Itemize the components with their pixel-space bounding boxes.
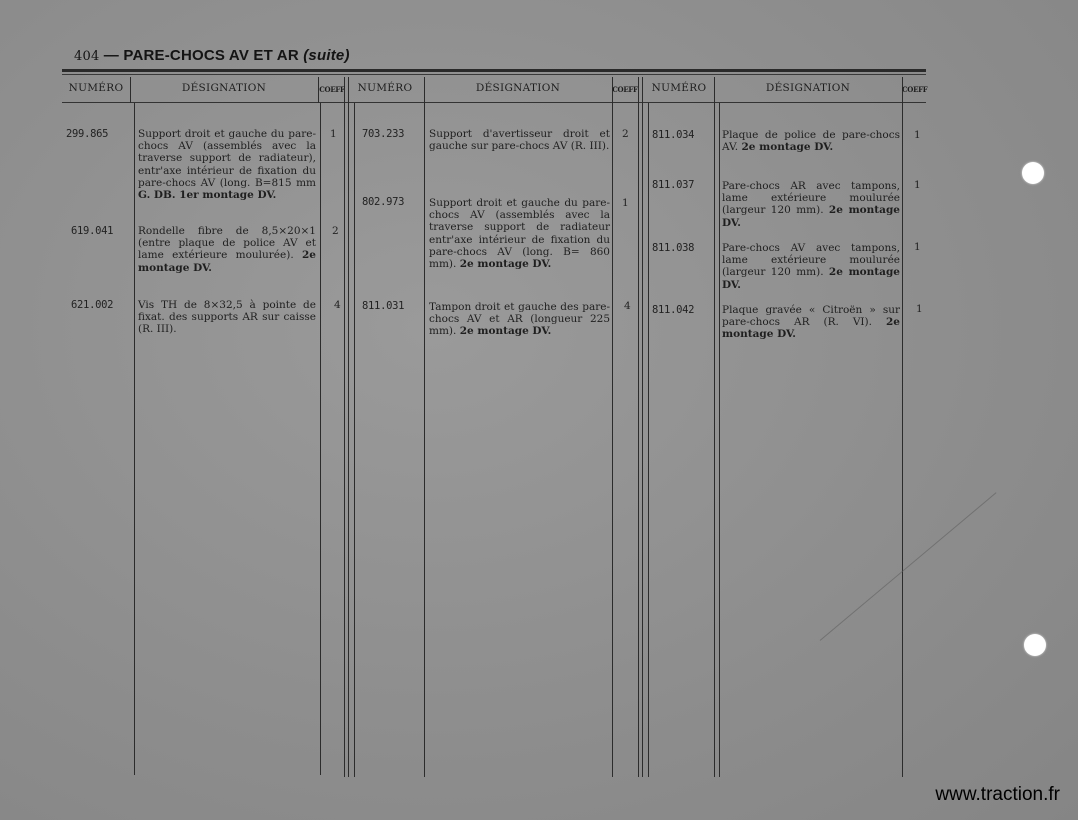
- part-designation: [138, 299, 316, 336]
- col-header-designation: DÉSIGNATION: [765, 82, 851, 94]
- header-rule-thick: [62, 69, 926, 72]
- designation-bold: 2e montage DV.: [722, 266, 900, 291]
- col-header-numero: NUMÉRO: [357, 82, 413, 94]
- page-title: [74, 47, 350, 64]
- col-header-coeff: COEFF: [319, 85, 345, 94]
- part-number: 811.038: [652, 242, 695, 254]
- designation-text: Pare-chocs AV avec tampons, lame extérieure moulurée (largeur 120 mm).: [722, 242, 900, 279]
- part-number: 621.002: [71, 299, 114, 311]
- designation-text: Support droit et gauche du pare-chocs AV (assemblés avec la traverse support de radiateur entr'axe intérieur de fixation du pare-chocs AV (long. B= 860 mm).: [429, 197, 610, 271]
- designation-text: Pare-chocs AR avec tampons, lame extérieure moulurée (largeur 120 mm).: [722, 180, 900, 217]
- part-designation: [722, 242, 900, 291]
- column-header-rule: [62, 102, 926, 103]
- column-divider: [134, 103, 135, 775]
- title-text: PARE-CHOCS AV ET AR: [123, 47, 299, 64]
- column-divider: [714, 77, 715, 777]
- col-header-coeff: COEFF: [902, 85, 928, 94]
- column-divider: [344, 77, 345, 777]
- col-header-designation: DÉSIGNATION: [181, 82, 267, 94]
- designation-bold: 2e montage DV.: [138, 249, 316, 274]
- designation-text: Plaque gravée « Citroën » sur pare-chocs AR (R. VI).: [722, 304, 900, 329]
- col-header-numero: NUMÉRO: [651, 82, 707, 94]
- part-coeff: 2: [332, 225, 339, 237]
- column-divider: [130, 77, 131, 103]
- part-coeff: 1: [916, 303, 923, 315]
- part-number: 802.973: [362, 196, 405, 208]
- part-coeff: 1: [330, 128, 337, 140]
- part-coeff: 1: [622, 197, 629, 209]
- designation-text: Support d'avertisseur droit et gauche sur pare-chocs AV (R. III).: [429, 128, 610, 153]
- part-number: 299.865: [66, 128, 109, 140]
- part-coeff: 1: [914, 129, 921, 141]
- part-number: 811.034: [652, 129, 695, 141]
- designation-bold: G. DB. 1er montage DV.: [138, 189, 277, 202]
- column-divider: [612, 77, 613, 777]
- column-divider: [719, 103, 720, 777]
- designation-text: Vis TH de 8×32,5 à pointe de fixat. des supports AR sur caisse (R. III).: [138, 299, 316, 336]
- part-designation: [722, 129, 900, 153]
- punch-hole: [1022, 162, 1044, 184]
- column-divider: [424, 77, 425, 777]
- column-divider: [354, 103, 355, 777]
- part-designation: [722, 304, 900, 341]
- header-rule-thin: [62, 74, 926, 75]
- col-header-coeff: COEFF: [612, 85, 638, 94]
- column-divider: [902, 77, 903, 777]
- part-coeff: 1: [914, 241, 921, 253]
- column-divider: [320, 103, 321, 775]
- designation-bold: 2e montage DV.: [722, 204, 900, 229]
- column-divider: [348, 77, 349, 777]
- designation-bold: 2e montage DV.: [722, 316, 900, 341]
- designation-text: Support droit et gauche du pare-chocs AV (assemblés avec la traverse support de radiateur), entr'axe intérieur de fixation du pare-chocs AV (long. B=815 mm: [138, 128, 316, 189]
- part-designation: [429, 197, 610, 270]
- part-designation: [138, 128, 316, 201]
- part-number: 703.233: [362, 128, 405, 140]
- col-header-numero: NUMÉRO: [68, 82, 124, 94]
- column-divider: [638, 77, 639, 777]
- page-number: 404: [74, 49, 100, 64]
- part-designation: [138, 225, 316, 274]
- part-coeff: 1: [914, 179, 921, 191]
- part-designation: [722, 180, 900, 229]
- designation-bold: 2e montage DV.: [459, 258, 552, 271]
- watermark: www.traction.fr: [935, 784, 1060, 805]
- part-number: 811.031: [362, 300, 405, 312]
- designation-text: Tampon droit et gauche des pare-chocs AV et AR (longueur 225 mm).: [429, 301, 610, 338]
- part-designation: [429, 128, 610, 152]
- designation-bold: 2e montage DV.: [459, 325, 552, 338]
- column-divider: [648, 103, 649, 777]
- paper-crease: [820, 492, 997, 641]
- designation-text: Rondelle fibre de 8,5×20×1 (entre plaque de police AV et lame extérieure moulurée).: [138, 225, 316, 262]
- part-coeff: 4: [624, 300, 631, 312]
- part-number: 811.042: [652, 304, 695, 316]
- title-dash: —: [103, 47, 119, 64]
- col-header-designation: DÉSIGNATION: [475, 82, 561, 94]
- part-number: 811.037: [652, 179, 695, 191]
- part-designation: [429, 301, 610, 338]
- title-suite: (suite): [303, 47, 350, 64]
- part-number: 619.041: [71, 225, 114, 237]
- part-coeff: 4: [334, 299, 341, 311]
- designation-bold: 2e montage DV.: [741, 141, 834, 154]
- designation-text: Plaque de police de pare-chocs AV.: [722, 129, 900, 154]
- punch-hole: [1024, 634, 1046, 656]
- part-coeff: 2: [622, 128, 629, 140]
- column-divider: [642, 77, 643, 777]
